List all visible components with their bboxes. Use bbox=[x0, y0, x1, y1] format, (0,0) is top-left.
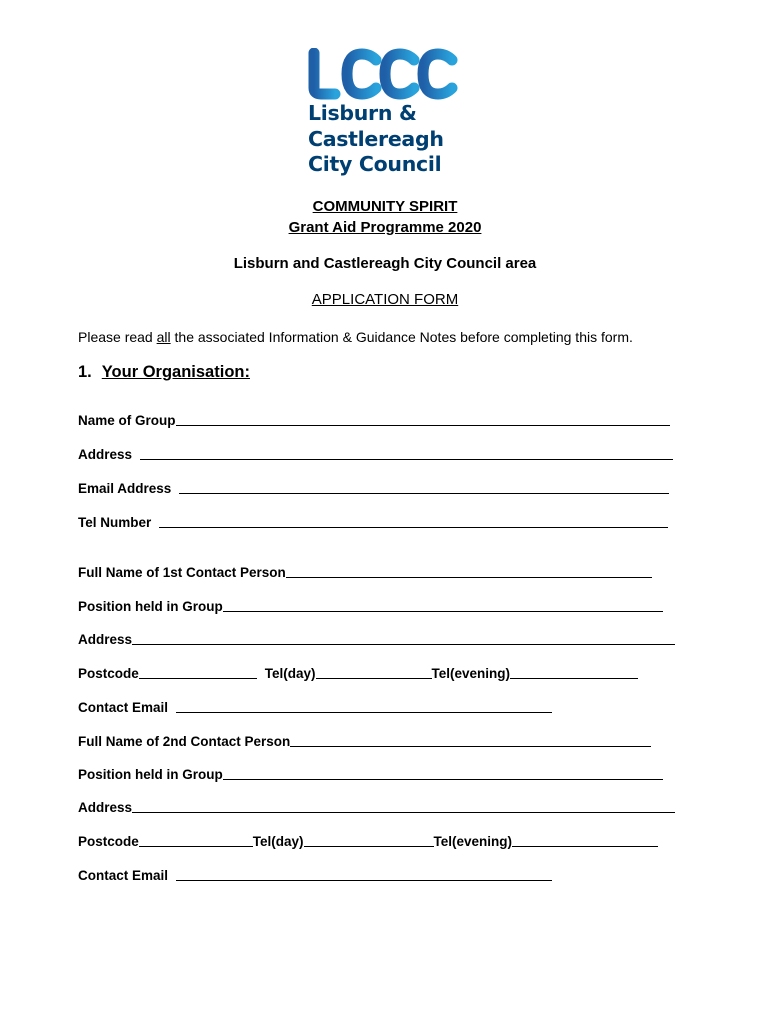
contact2-email-label: Contact Email bbox=[78, 868, 169, 883]
tel-number-row bbox=[78, 514, 668, 530]
name-of-group-row bbox=[78, 412, 670, 428]
email-address-label: Email Address bbox=[78, 481, 172, 496]
contact1-tel-evening-label: Tel(evening) bbox=[431, 666, 511, 681]
contact1-position-field[interactable] bbox=[223, 598, 663, 612]
intro-text bbox=[78, 329, 633, 345]
contact1-address-label: Address bbox=[78, 632, 133, 647]
contact1-address-field[interactable] bbox=[132, 631, 675, 645]
contact2-name-field[interactable] bbox=[290, 733, 651, 747]
contact1-tel-day-label: Tel(day) bbox=[264, 666, 316, 681]
form-title: COMMUNITY SPIRIT bbox=[312, 198, 458, 215]
logo-line-2: Castlereagh bbox=[308, 126, 444, 151]
email-address-field[interactable] bbox=[179, 480, 669, 494]
contact1-name-row bbox=[78, 564, 652, 580]
contact1-position-row bbox=[78, 598, 663, 614]
address-label: Address bbox=[78, 447, 133, 462]
address-row bbox=[78, 446, 673, 462]
contact2-tel-evening-label: Tel(evening) bbox=[433, 834, 513, 849]
contact1-tel-evening-field[interactable] bbox=[510, 665, 638, 679]
contact1-address-row bbox=[78, 631, 675, 647]
contact2-email-field[interactable] bbox=[176, 867, 552, 881]
section-number: 1. bbox=[78, 363, 92, 381]
contact2-name-row bbox=[78, 733, 651, 749]
contact2-tel-day-field[interactable] bbox=[304, 833, 434, 847]
contact2-position-row bbox=[78, 766, 663, 782]
council-area: Lisburn and Castlereagh City Council area bbox=[233, 255, 537, 272]
contact1-position-label: Position held in Group bbox=[78, 599, 223, 614]
logo-line-3: City Council bbox=[308, 152, 442, 176]
tel-number-label: Tel Number bbox=[78, 515, 152, 530]
contact1-email-row bbox=[78, 699, 552, 715]
contact1-email-field[interactable] bbox=[176, 699, 552, 713]
name-of-group-label: Name of Group bbox=[78, 413, 176, 428]
contact2-email-row bbox=[78, 867, 552, 883]
contact2-address-row bbox=[78, 799, 675, 815]
contact2-position-field[interactable] bbox=[223, 766, 663, 780]
tel-number-field[interactable] bbox=[159, 514, 668, 528]
contact2-phone-row bbox=[78, 833, 658, 849]
application-form-heading: APPLICATION FORM bbox=[311, 291, 459, 308]
contact2-postcode-label: Postcode bbox=[78, 834, 139, 849]
contact1-postcode-label: Postcode bbox=[78, 666, 139, 681]
council-name bbox=[308, 101, 444, 178]
section-heading bbox=[78, 363, 250, 382]
lccc-logo-mark bbox=[305, 48, 465, 100]
contact1-phone-row bbox=[78, 665, 638, 681]
address-field[interactable] bbox=[140, 446, 673, 460]
contact2-address-field[interactable] bbox=[132, 799, 675, 813]
contact1-name-label: Full Name of 1st Contact Person bbox=[78, 565, 286, 580]
intro-emphasis: all bbox=[156, 329, 171, 345]
contact2-tel-evening-field[interactable] bbox=[512, 833, 658, 847]
programme-title: Grant Aid Programme 2020 bbox=[288, 219, 482, 236]
email-address-row bbox=[78, 480, 669, 496]
contact2-postcode-field[interactable] bbox=[139, 833, 253, 847]
intro-after: the associated Information & Guidance Notes before completing this form. bbox=[170, 329, 633, 345]
contact2-address-label: Address bbox=[78, 800, 133, 815]
name-of-group-field[interactable] bbox=[176, 412, 670, 426]
intro-before: Please read bbox=[78, 329, 157, 345]
contact2-tel-day-label: Tel(day) bbox=[252, 834, 304, 849]
contact2-position-label: Position held in Group bbox=[78, 767, 223, 782]
contact1-name-field[interactable] bbox=[286, 564, 652, 578]
logo-line-1: Lisburn & bbox=[308, 101, 417, 125]
contact1-tel-day-field[interactable] bbox=[316, 665, 432, 679]
contact2-name-label: Full Name of 2nd Contact Person bbox=[78, 734, 291, 749]
contact1-postcode-field[interactable] bbox=[139, 665, 257, 679]
contact1-email-label: Contact Email bbox=[78, 700, 169, 715]
section-title: Your Organisation: bbox=[101, 363, 250, 381]
